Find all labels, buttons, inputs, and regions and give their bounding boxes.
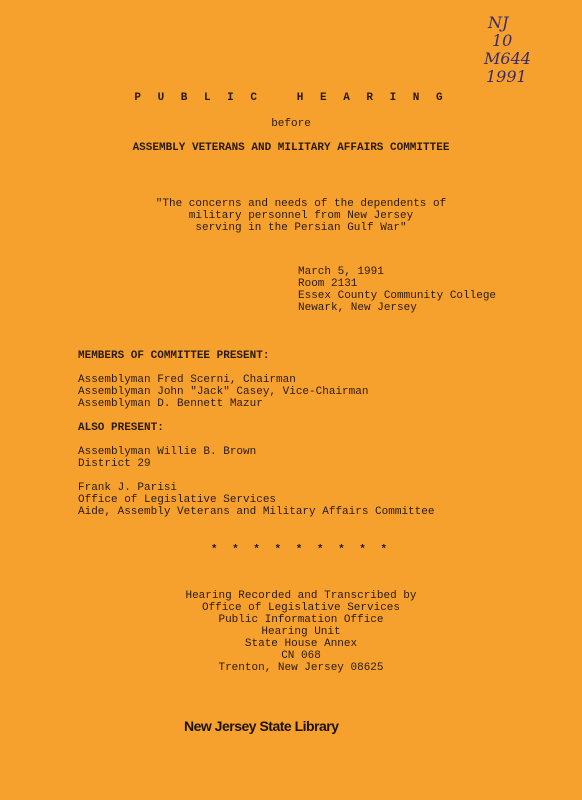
members-heading: MEMBERS OF COMMITTEE PRESENT: <box>78 350 270 362</box>
credit-line: Public Information Office <box>218 614 384 626</box>
transcription-credit <box>10 590 582 674</box>
handwritten-line: M644 <box>484 49 531 68</box>
member-item: Assemblyman John "Jack" Casey, Vice-Chairman <box>78 386 369 398</box>
committee-name: ASSEMBLY VETERANS AND MILITARY AFFAIRS COMMITTEE <box>132 142 450 154</box>
separator-stars: * * * * * * * * * <box>210 544 392 556</box>
handwritten-call-number <box>480 14 552 86</box>
person-line: Frank J. Parisi <box>78 482 178 494</box>
subject-line: military personnel from New Jersey <box>188 210 414 222</box>
credit-line: Hearing Unit <box>261 626 341 638</box>
hearing-venue: Essex County Community College <box>298 290 497 302</box>
credit-line: Trenton, New Jersey 08625 <box>218 662 384 674</box>
person-line: Assemblyman Willie B. Brown <box>78 446 257 458</box>
handwritten-line: 1991 <box>486 67 527 86</box>
hearing-location <box>298 266 496 314</box>
handwritten-line: NJ <box>488 13 509 32</box>
members-list <box>78 374 558 410</box>
attendance-section <box>78 350 558 530</box>
credit-line: State House Annex <box>244 638 358 650</box>
credit-line: Office of Legislative Services <box>201 602 401 614</box>
credit-line: Hearing Recorded and Transcribed by <box>185 590 417 602</box>
subject-line: serving in the Persian Gulf War" <box>195 222 407 234</box>
person-line: Aide, Assembly Veterans and Military Affairs Committee <box>78 506 435 518</box>
library-stamp: New Jersey State Library <box>184 718 339 734</box>
before-label: before <box>271 118 311 130</box>
hearing-city: Newark, New Jersey <box>298 302 417 314</box>
also-present-heading: ALSO PRESENT: <box>78 422 164 434</box>
document-title: P U B L I C H E A R I N G <box>134 92 448 104</box>
member-item: Assemblyman D. Bennett Mazur <box>78 398 263 410</box>
credit-line: CN 068 <box>281 650 321 662</box>
subject-line: "The concerns and needs of the dependents of <box>155 198 447 210</box>
hearing-subject <box>10 198 582 234</box>
person-line: District 29 <box>78 458 151 470</box>
member-item: Assemblyman Fred Scerni, Chairman <box>78 374 296 386</box>
hearing-room: Room 2131 <box>298 278 358 290</box>
handwritten-line: 10 <box>492 31 513 50</box>
hearing-date: March 5, 1991 <box>298 266 384 278</box>
person-line: Office of Legislative Services <box>78 494 277 506</box>
also-present-person <box>78 482 558 518</box>
also-present-person <box>78 446 558 470</box>
